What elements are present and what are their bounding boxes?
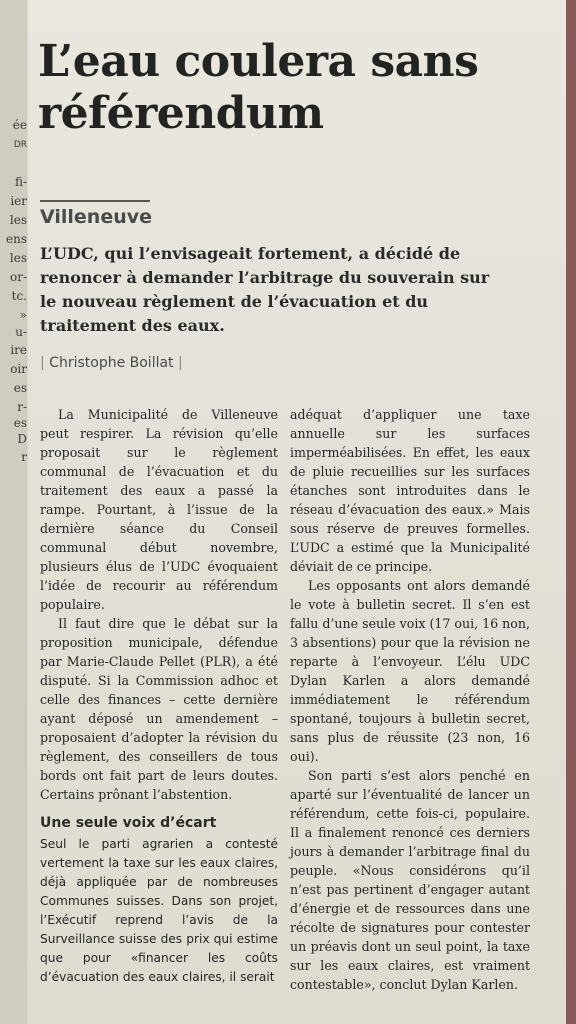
paragraph: Son parti s’est alors penché en aparté sur l’éventualité de lancer un référendum, cette fois-ci, populaire. Il a finalement renoncé ces derniers jours à demander l’arbitrage final du peuple. «Nous considérons qu’il n’est pas pertinent d’engager autant d’énergie et de ressources dans une récolte de signatures pour contester un préavis dont un seul point, la taxe sur les eaux claires, est vraiment contestable», conclut Dylan Karlen. [290, 768, 530, 992]
fragment: r [21, 450, 27, 464]
paragraph: La Municipalité de Villeneuve peut respirer. La révision qu’elle proposait sur le règlement communal de l’évacuation et du traitement des eaux a passé la rampe. Pourtant, à l’issue de la dernière séance du Conseil communal début novembre, plusieurs élus de l’UDC évoquaient l’idée de recourir au référendum populaire. [40, 407, 278, 612]
fragment: es [13, 381, 27, 395]
fragment: es [13, 416, 27, 430]
paragraph: Seul le parti agrarien a contesté vertement la taxe sur les eaux claires, déjà appliquée par de nombreuses Communes suisses. Dans son projet, l’Exécutif reprend l’avis de la Surveillance suisse des prix qui estime que pour «financer les coûts d’évacuation des eaux claires, il serait [40, 837, 278, 984]
fragment: les [9, 213, 27, 227]
article-headline: L’eau coulera sans référendum [38, 36, 479, 139]
paragraph: Les opposants ont alors demandé le vote à bulletin secret. Il s’en est fallu d’une seule voix (17 oui, 16 non, 3 absentions) pour que la révision ne reparte à l’envoyeur. L’élu UDC Dylan Karlen a alors demandé immédiatement le référendum spontané, toujours à bulletin secret, sans plus de réussite (23 non, 16 oui). [290, 578, 530, 764]
article-subhead: Une seule voix d’écart [40, 815, 217, 831]
byline-separator: | [178, 355, 183, 371]
byline [40, 355, 183, 371]
adjacent-column-strip [0, 0, 27, 1024]
byline-separator: | [40, 355, 45, 371]
fragment: or- [9, 270, 27, 284]
fragment: les [9, 251, 27, 265]
author-name: Christophe Boillat [49, 355, 174, 371]
section-label: Villeneuve [40, 206, 153, 228]
fragment: r- [17, 400, 27, 414]
fragment: tc. [11, 289, 27, 303]
fragment: fi- [14, 175, 27, 189]
article-column-1 [40, 405, 278, 987]
fragment: DR [13, 140, 27, 150]
fragment: u- [15, 325, 27, 339]
fragment: ée [12, 118, 27, 132]
fragment: ens [6, 232, 27, 246]
fragment: » [19, 308, 27, 322]
section-rule [40, 200, 150, 202]
paragraph: adéquat d’appliquer une taxe annuelle sur les surfaces imperméabilisées. En effet, les eaux de pluie recueillies sur les surfaces étanches sont introduites dans le réseau d’évacuation des eaux.» Mais sous réserve de preuves formelles. L’UDC a estimé que la Municipalité déviait de ce principe. [290, 407, 530, 574]
fragment: ier [10, 194, 27, 208]
fragment: ire [10, 343, 27, 357]
article-column-2 [290, 405, 530, 994]
article-lede: L’UDC, qui l’envisageait fortement, a décidé de renoncer à demander l’arbitrage du souverain sur le nouveau règlement de l’évacuation et du traitement des eaux. [40, 244, 490, 335]
page-edge [566, 0, 576, 1024]
paragraph: Il faut dire que le débat sur la proposition municipale, défendue par Marie-Claude Pellet (PLR), a été disputé. Si la Commission adhoc et celle des finances – cette dernière ayant déposé un amendement – proposaient d’adopter la révision du règlement, des conseillers de tous bords ont fait part de leurs doutes. Certains prônant l’abstention. [40, 616, 278, 802]
fragment: D [17, 432, 27, 446]
fragment: oir [10, 362, 27, 376]
